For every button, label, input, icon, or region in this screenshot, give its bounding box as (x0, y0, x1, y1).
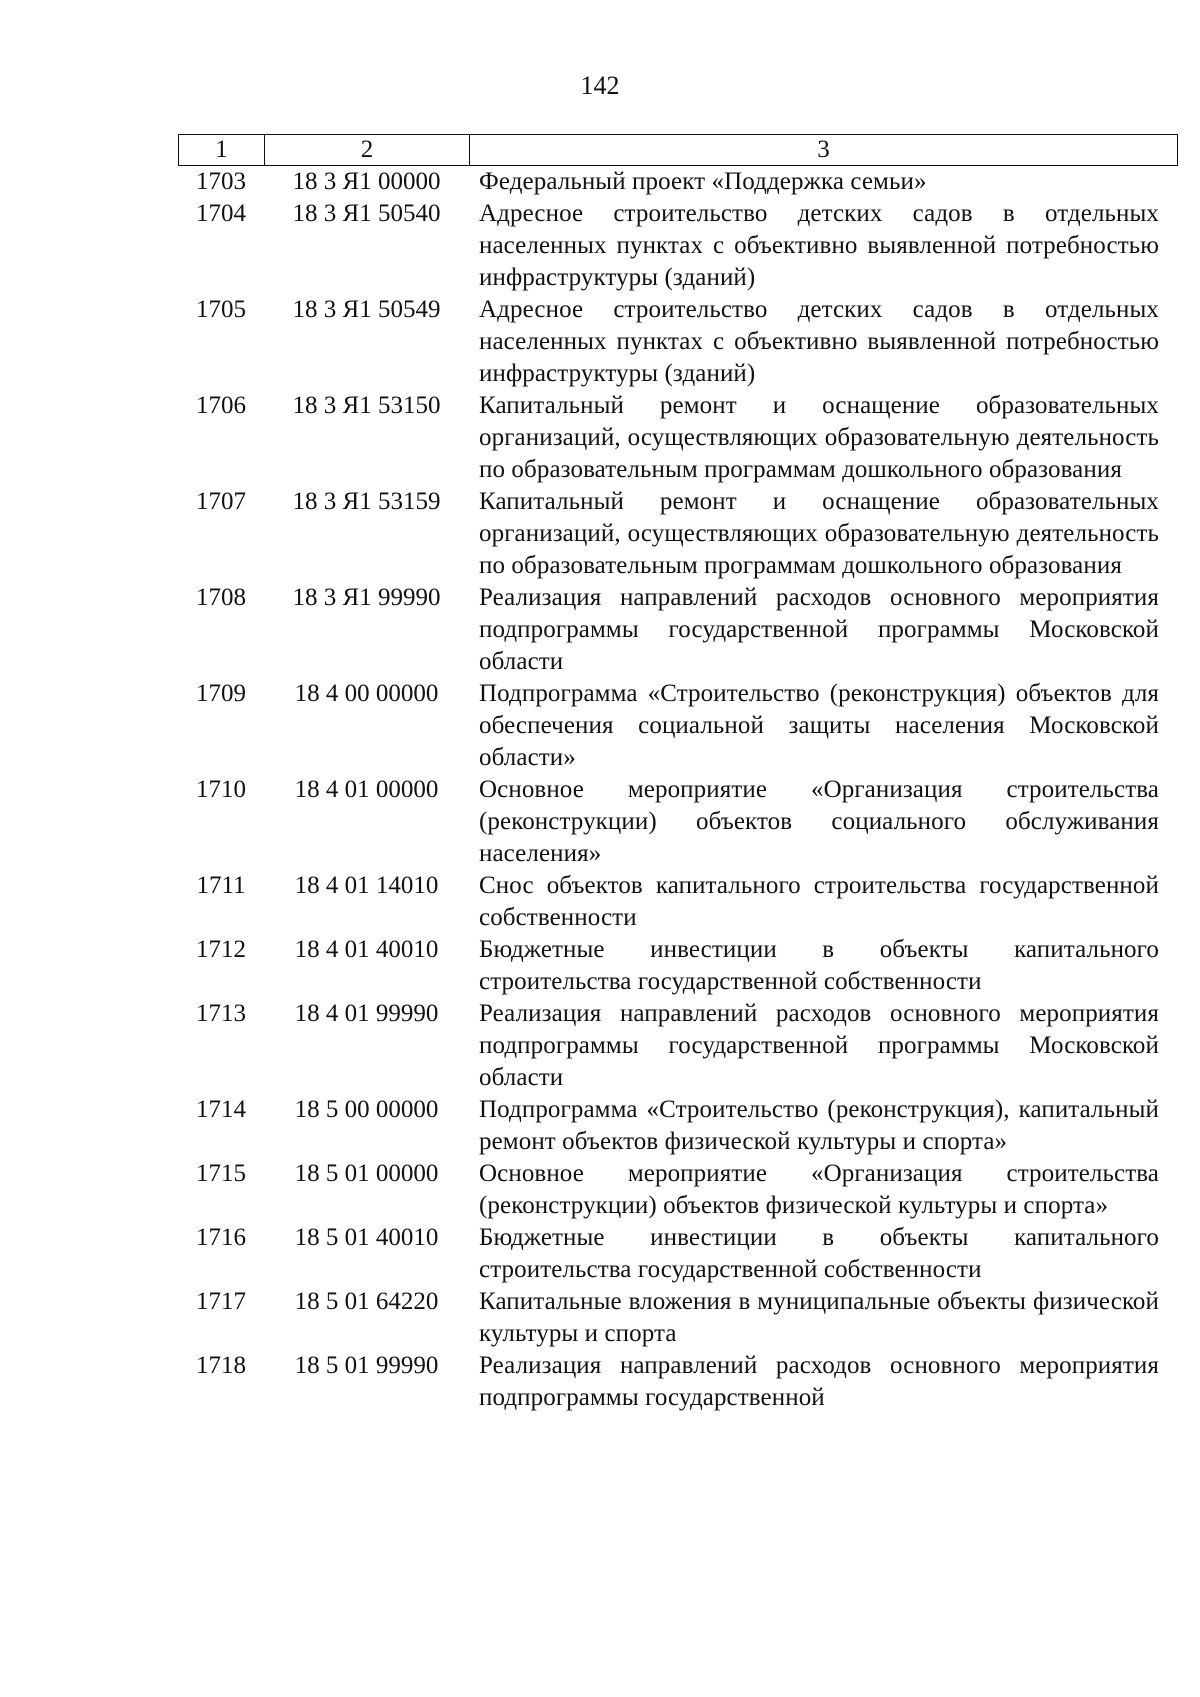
table-row (178, 1094, 1178, 1158)
item-description: Капитальный ремонт и оснащение образовательных организаций, осуществляющих образовательную деятельность по образовательным программам дошкольного образования (479, 392, 1159, 483)
table-row (178, 1350, 1178, 1414)
row-number: 1703 (196, 168, 246, 195)
table-row (178, 198, 1178, 294)
table-row (178, 1158, 1178, 1222)
table-row (178, 390, 1178, 486)
item-description: Адресное строительство детских садов в отдельных населенных пунктах с объективно выявленной потребностью инфраструктуры (зданий) (479, 200, 1159, 291)
row-number: 1716 (196, 1224, 246, 1251)
row-number: 1708 (196, 584, 246, 611)
table-row (178, 1286, 1178, 1350)
table-row (178, 774, 1178, 870)
page-number: 142 (580, 71, 620, 100)
classification-code: 18 4 01 99990 (294, 1000, 439, 1027)
classification-code: 18 4 01 00000 (294, 776, 439, 803)
classification-code: 18 5 01 00000 (294, 1160, 439, 1187)
item-description: Федеральный проект «Поддержка семьи» (479, 168, 927, 195)
table-row (178, 678, 1178, 774)
item-description: Бюджетные инвестиции в объекты капитального строительства государственной собственности (479, 936, 1159, 995)
classification-code: 18 4 00 00000 (294, 680, 439, 707)
table-body (178, 166, 1178, 1414)
classification-code: 18 5 01 40010 (294, 1224, 439, 1251)
table-row (178, 166, 1178, 198)
classification-code: 18 3 Я1 00000 (292, 168, 441, 195)
item-description: Реализация направлений расходов основного мероприятия подпрограммы государственной программы Московской области (479, 584, 1159, 675)
table-row (178, 294, 1178, 390)
classification-code: 18 3 Я1 50549 (292, 296, 441, 323)
item-description: Основное мероприятие «Организация строительства (реконструкции) объектов физической культуры и спорта» (479, 1160, 1159, 1219)
row-number: 1707 (196, 488, 246, 515)
item-description: Капитальные вложения в муниципальные объекты физической культуры и спорта (479, 1288, 1159, 1347)
classification-code: 18 5 00 00000 (294, 1096, 439, 1123)
classification-code: 18 3 Я1 53159 (292, 488, 441, 515)
item-description: Реализация направлений расходов основного мероприятия подпрограммы государственной (479, 1352, 1159, 1411)
row-number: 1713 (196, 1000, 246, 1027)
row-number: 1714 (196, 1096, 246, 1123)
table-row (178, 486, 1178, 582)
item-description: Снос объектов капитального строительства государственной собственности (479, 872, 1159, 931)
row-number: 1704 (196, 200, 246, 227)
item-description: Реализация направлений расходов основного мероприятия подпрограммы государственной программы Московской области (479, 1000, 1159, 1091)
item-description: Подпрограмма «Строительство (реконструкция) объектов для обеспечения социальной защиты населения Московской области» (479, 680, 1159, 771)
classification-code: 18 3 Я1 53150 (292, 392, 441, 419)
header-cell-1: 1 (179, 135, 265, 165)
row-number: 1712 (196, 936, 246, 963)
table-row (178, 998, 1178, 1094)
row-number: 1710 (196, 776, 246, 803)
classification-code: 18 4 01 40010 (294, 936, 439, 963)
item-description: Основное мероприятие «Организация строительства (реконструкции) объектов социального обслуживания населения» (479, 776, 1159, 867)
table-header-row (178, 134, 1178, 166)
row-number: 1718 (196, 1352, 246, 1379)
item-description: Капитальный ремонт и оснащение образовательных организаций, осуществляющих образовательную деятельность по образовательным программам дошкольного образования (479, 488, 1159, 579)
table-row (178, 870, 1178, 934)
row-number: 1715 (196, 1160, 246, 1187)
classification-code: 18 5 01 99990 (294, 1352, 439, 1379)
row-number: 1717 (196, 1288, 246, 1315)
classification-code: 18 3 Я1 50540 (292, 200, 441, 227)
table-row (178, 934, 1178, 998)
item-description: Подпрограмма «Строительство (реконструкция), капитальный ремонт объектов физической культуры и спорта» (479, 1096, 1159, 1155)
header-cell-2: 2 (265, 135, 470, 165)
row-number: 1711 (196, 872, 246, 899)
table-row (178, 1222, 1178, 1286)
classification-code: 18 5 01 64220 (294, 1288, 439, 1315)
row-number: 1706 (196, 392, 246, 419)
row-number: 1709 (196, 680, 246, 707)
item-description: Адресное строительство детских садов в отдельных населенных пунктах с объективно выявленной потребностью инфраструктуры (зданий) (479, 296, 1159, 387)
budget-classification-table (178, 134, 1178, 1414)
table-row (178, 582, 1178, 678)
classification-code: 18 3 Я1 99990 (292, 584, 441, 611)
item-description: Бюджетные инвестиции в объекты капитального строительства государственной собственности (479, 1224, 1159, 1283)
classification-code: 18 4 01 14010 (294, 872, 439, 899)
header-cell-3: 3 (817, 136, 830, 163)
row-number: 1705 (196, 296, 246, 323)
